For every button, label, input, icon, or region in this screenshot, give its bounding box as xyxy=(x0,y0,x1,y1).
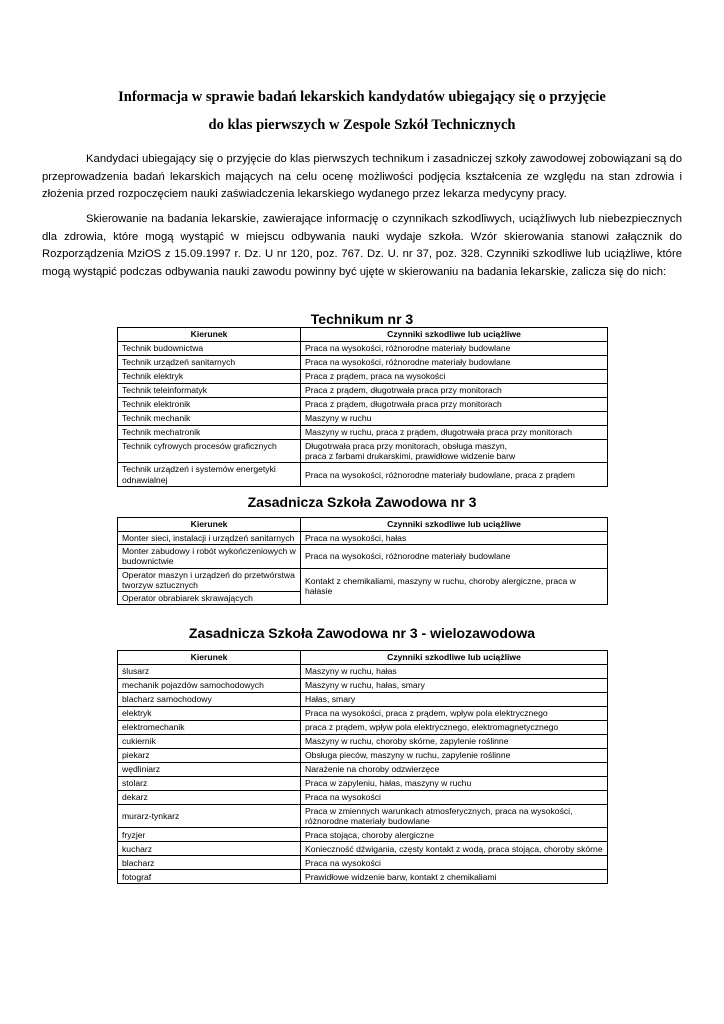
kierunek-cell: mechanik pojazdów samochodowych xyxy=(118,679,301,693)
czynniki-cell: Maszyny w ruchu, hałas xyxy=(301,665,608,679)
table-row xyxy=(118,735,608,749)
column-header-kierunek: Kierunek xyxy=(118,518,301,532)
kierunek-cell: Technik elektronik xyxy=(118,398,301,412)
kierunek-cell: ślusarz xyxy=(118,665,301,679)
czynniki-cell: Praca stojąca, choroby alergiczne xyxy=(301,828,608,842)
technikum-heading: Technikum nr 3 xyxy=(310,311,414,327)
zsz-wielozawodowa-heading: Zasadnicza Szkoła Zawodowa nr 3 - wielozawodowa xyxy=(188,625,536,641)
zsz-table xyxy=(117,517,608,605)
referral-paragraph: Skierowanie na badania lekarskie, zawierające informację o czynnikach szkodliwych, uciążliwych lub niebezpiecznych dla zdrowia, które mogą wystąpić w miejscu odbywania nauki wydaje szkoła. Wzór skierowania stanowi załącznik do Rozporządzenia MziOS z 15.09.1997 r. Dz. U nr 120, poz. 767. Dz. U. nr 37, poz. 328. Czynniki szkodliwe lub uciążliwe, które mogą wystąpić podczas odbywania nauki zawodu powinny być ujęte w skierowaniu na badania lekarskie, zalicza się do nich: xyxy=(42,213,682,278)
table-row xyxy=(118,463,608,486)
kierunek-cell: elektryk xyxy=(118,707,301,721)
table-row xyxy=(118,749,608,763)
document-title-line-1: Informacja w sprawie badań lekarskich kandydatów ubiegający się o przyjęcie xyxy=(118,89,606,105)
column-header-czynniki: Czynniki szkodliwe lub uciążliwe xyxy=(301,328,608,342)
kierunek-cell: Technik urządzeń sanitarnych xyxy=(118,356,301,370)
table-row xyxy=(118,356,608,370)
intro-paragraph: Kandydaci ubiegający się o przyjęcie do klas pierwszych technikum i zasadniczej szkoły zawodowej zobowiązani są do przeprowadzenia badań lekarskich mających na celu ocenę możliwości podjęcia kształcenia ze względu na stan zdrowia i złożenia przed rozpoczęciem nauki zaświadczenia lekarskiego wydanego przez lekarza medycyny pracy. xyxy=(42,153,682,200)
czynniki-cell: Praca z prądem, praca na wysokości xyxy=(301,370,608,384)
table-row xyxy=(118,828,608,842)
kierunek-cell: dekarz xyxy=(118,791,301,805)
czynniki-cell: Praca na wysokości, różnorodne materiały budowlane xyxy=(301,356,608,370)
table-row xyxy=(118,707,608,721)
czynniki-cell: Kontakt z chemikaliami, maszyny w ruchu, choroby alergiczne, praca w hałasie xyxy=(301,568,608,605)
czynniki-cell: Maszyny w ruchu, choroby skórne, zapylenie roślinne xyxy=(301,735,608,749)
kierunek-cell: wędliniarz xyxy=(118,763,301,777)
kierunek-cell: Technik elektryk xyxy=(118,370,301,384)
czynniki-cell: Narażenie na choroby odzwierzęce xyxy=(301,763,608,777)
table-row xyxy=(118,440,608,463)
kierunek-cell: kucharz xyxy=(118,842,301,856)
table-row xyxy=(118,763,608,777)
kierunek-cell: fryzjer xyxy=(118,828,301,842)
table-row xyxy=(118,370,608,384)
kierunek-cell: murarz-tynkarz xyxy=(118,805,301,828)
czynniki-cell: Praca na wysokości xyxy=(301,791,608,805)
czynniki-cell: Obsługa pieców, maszyny w ruchu, zapylenie roślinne xyxy=(301,749,608,763)
kierunek-cell: fotograf xyxy=(118,870,301,884)
kierunek-cell: cukiernik xyxy=(118,735,301,749)
table-row xyxy=(118,679,608,693)
kierunek-cell: blacharz samochodowy xyxy=(118,693,301,707)
czynniki-cell: Praca w zmiennych warunkach atmosferycznych, praca na wysokości, różnorodne materiały budowlane xyxy=(301,805,608,828)
table-row xyxy=(118,426,608,440)
kierunek-cell: Technik mechatronik xyxy=(118,426,301,440)
kierunek-cell: blacharz xyxy=(118,856,301,870)
czynniki-cell: Hałas, smary xyxy=(301,693,608,707)
zsz-heading: Zasadnicza Szkoła Zawodowa nr 3 xyxy=(247,494,477,510)
czynniki-cell: Konieczność dźwigania, częsty kontakt z wodą, praca stojąca, choroby skórne xyxy=(301,842,608,856)
table-row xyxy=(118,791,608,805)
column-header-kierunek: Kierunek xyxy=(118,651,301,665)
table-row xyxy=(118,398,608,412)
column-header-czynniki: Czynniki szkodliwe lub uciążliwe xyxy=(301,651,608,665)
column-header-czynniki: Czynniki szkodliwe lub uciążliwe xyxy=(301,518,608,532)
table-row xyxy=(118,384,608,398)
czynniki-cell: Maszyny w ruchu, hałas, smary xyxy=(301,679,608,693)
czynniki-cell: Prawidłowe widzenie barw, kontakt z chemikaliami xyxy=(301,870,608,884)
kierunek-cell: Technik cyfrowych procesów graficznych xyxy=(118,440,301,463)
table-row xyxy=(118,805,608,828)
table-row xyxy=(118,342,608,356)
czynniki-cell: Praca na wysokości xyxy=(301,856,608,870)
kierunek-cell: elektromechanik xyxy=(118,721,301,735)
kierunek-cell: Operator obrabiarek skrawających xyxy=(118,592,301,605)
table-row xyxy=(118,532,608,545)
table-row xyxy=(118,856,608,870)
czynniki-cell: Długotrwała praca przy monitorach, obsługa maszyn, praca z farbami drukarskimi, prawidłowe widzenie barw xyxy=(301,440,608,463)
kierunek-cell: Technik mechanik xyxy=(118,412,301,426)
kierunek-cell: Technik teleinformatyk xyxy=(118,384,301,398)
czynniki-cell: Praca z prądem, długotrwała praca przy monitorach xyxy=(301,384,608,398)
document-title-line-2: do klas pierwszych w Zespole Szkół Technicznych xyxy=(208,117,516,133)
czynniki-cell: Maszyny w ruchu xyxy=(301,412,608,426)
kierunek-cell: Monter zabudowy i robót wykończeniowych w budownictwie xyxy=(118,545,301,568)
table-row xyxy=(118,545,608,568)
table-row xyxy=(118,777,608,791)
czynniki-cell: Praca na wysokości, różnorodne materiały budowlane, praca z prądem xyxy=(301,463,608,486)
zsz-wielozawodowa-table xyxy=(117,650,608,884)
kierunek-cell: Technik urządzeń i systemów energetyki odnawialnej xyxy=(118,463,301,486)
kierunek-cell: Monter sieci, instalacji i urządzeń sanitarnych xyxy=(118,532,301,545)
table-row xyxy=(118,568,608,591)
table-header-row xyxy=(118,518,608,532)
czynniki-cell: Maszyny w ruchu, praca z prądem, długotrwała praca przy monitorach xyxy=(301,426,608,440)
table-row xyxy=(118,721,608,735)
table-header-row xyxy=(118,651,608,665)
table-header-row xyxy=(118,328,608,342)
table-row xyxy=(118,870,608,884)
table-row xyxy=(118,665,608,679)
column-header-kierunek: Kierunek xyxy=(118,328,301,342)
table-row xyxy=(118,842,608,856)
kierunek-cell: piekarz xyxy=(118,749,301,763)
technikum-table xyxy=(117,327,608,487)
czynniki-cell: Praca na wysokości, różnorodne materiały budowlane xyxy=(301,545,608,568)
czynniki-cell: praca z prądem, wpływ pola elektrycznego, elektromagnetycznego xyxy=(301,721,608,735)
czynniki-cell: Praca na wysokości, różnorodne materiały budowlane xyxy=(301,342,608,356)
czynniki-cell: Praca w zapyleniu, hałas, maszyny w ruchu xyxy=(301,777,608,791)
table-row xyxy=(118,412,608,426)
czynniki-cell: Praca na wysokości, praca z prądem, wpływ pola elektrycznego xyxy=(301,707,608,721)
czynniki-cell: Praca z prądem, długotrwała praca przy monitorach xyxy=(301,398,608,412)
kierunek-cell: Technik budownictwa xyxy=(118,342,301,356)
kierunek-cell: Operator maszyn i urządzeń do przetwórstwa tworzyw sztucznych xyxy=(118,568,301,591)
czynniki-cell: Praca na wysokości, hałas xyxy=(301,532,608,545)
table-row xyxy=(118,693,608,707)
kierunek-cell: stolarz xyxy=(118,777,301,791)
